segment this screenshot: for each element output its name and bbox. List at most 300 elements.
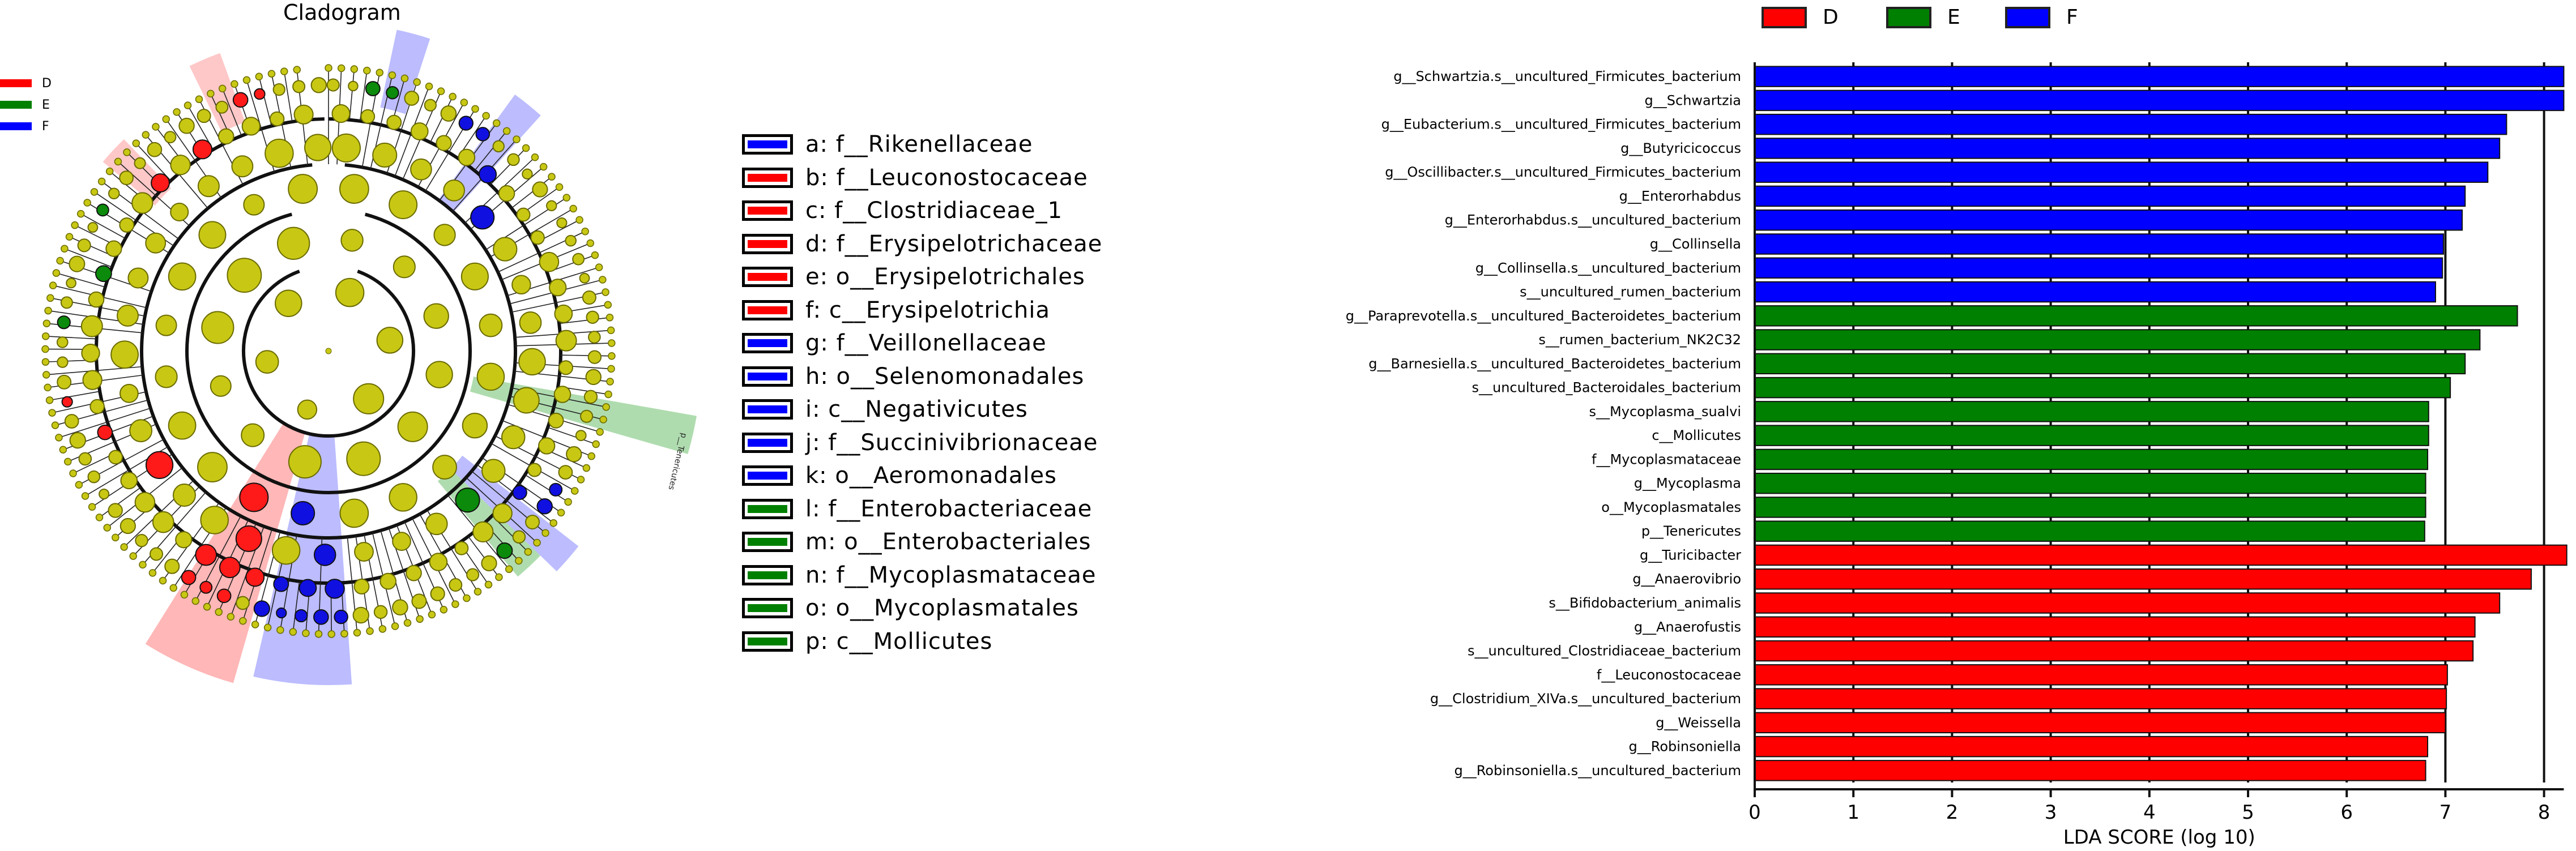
leaf-node bbox=[42, 333, 49, 340]
leaf-node bbox=[293, 66, 300, 73]
bar-label: g__Eubacterium.s__uncultured_Firmicutes_bacterium bbox=[1381, 116, 1741, 132]
taxon-node bbox=[441, 106, 457, 121]
bar-label: g__Schwartzia.s__uncultured_Firmicutes_bacterium bbox=[1393, 69, 1741, 85]
tree-branch bbox=[561, 355, 611, 356]
taxon-node bbox=[585, 391, 597, 403]
leaf-node bbox=[483, 113, 489, 119]
leaf-node bbox=[56, 434, 62, 441]
leaf-node bbox=[70, 470, 76, 477]
taxon-legend-swatch bbox=[742, 200, 793, 221]
taxon-node bbox=[580, 273, 590, 283]
lda-bar-chart-panel bbox=[1246, 0, 2576, 851]
taxon-node bbox=[513, 531, 526, 543]
taxon-node bbox=[389, 484, 417, 511]
taxon-node bbox=[295, 610, 307, 622]
taxon-node bbox=[69, 256, 84, 272]
taxon-node bbox=[377, 327, 403, 353]
taxon-node bbox=[430, 553, 447, 571]
bar-label: g__Weissella bbox=[1656, 715, 1741, 731]
taxon-node bbox=[507, 154, 519, 165]
taxon-node bbox=[130, 420, 152, 442]
lda-bar bbox=[1755, 330, 2480, 350]
leaf-node bbox=[604, 301, 611, 308]
taxon-node bbox=[240, 483, 268, 511]
bar-label: s__uncultured_Bacteroidales_bacterium bbox=[1472, 379, 1741, 396]
taxon-node bbox=[211, 376, 231, 396]
taxon-node bbox=[66, 279, 76, 288]
taxon-node bbox=[353, 608, 369, 623]
leaf-node bbox=[556, 183, 563, 190]
taxon-node bbox=[106, 241, 121, 256]
leaf-node bbox=[231, 80, 238, 87]
x-tick-label: 7 bbox=[2439, 801, 2452, 824]
leaf-node bbox=[338, 65, 345, 72]
leaf-node bbox=[608, 365, 615, 372]
leaf-node bbox=[163, 116, 169, 122]
taxon-node bbox=[201, 506, 228, 533]
taxon-node bbox=[434, 224, 455, 245]
taxon-node bbox=[97, 204, 109, 216]
leaf-node bbox=[565, 498, 572, 505]
lda-bar bbox=[1755, 401, 2429, 422]
taxon-node bbox=[406, 566, 421, 581]
bar-label: s__Bifidobacterium_animalis bbox=[1549, 595, 1741, 611]
taxon-node bbox=[151, 174, 169, 192]
leaf-node bbox=[66, 233, 73, 240]
leaf-node bbox=[463, 595, 470, 601]
leaf-node bbox=[59, 446, 66, 453]
taxon-node bbox=[404, 91, 419, 105]
taxon-legend-label: d: f__Erysipelotrichaceae bbox=[805, 230, 1103, 257]
taxon-node bbox=[202, 311, 233, 343]
lda-bar bbox=[1755, 760, 2426, 781]
taxon-node bbox=[426, 513, 447, 534]
lda-bar bbox=[1755, 569, 2531, 589]
leaf-node bbox=[413, 79, 420, 85]
bar-label: g__Robinsoniella bbox=[1628, 738, 1741, 755]
leaf-node bbox=[474, 588, 481, 595]
x-tick-label: 5 bbox=[2242, 801, 2254, 824]
leaf-node bbox=[513, 136, 520, 143]
taxon-node bbox=[389, 191, 417, 219]
leaf-node bbox=[591, 252, 598, 259]
taxon-legend-item bbox=[742, 627, 992, 656]
taxon-node bbox=[431, 587, 445, 601]
taxon-node bbox=[216, 101, 228, 113]
taxon-node bbox=[499, 186, 514, 201]
taxon-node bbox=[117, 305, 138, 326]
bar-legend-label-e: E bbox=[1947, 6, 1960, 29]
taxon-node bbox=[270, 112, 284, 126]
taxon-node bbox=[314, 544, 336, 566]
lda-bar-chart bbox=[1246, 0, 2576, 851]
leaf-node bbox=[515, 557, 522, 564]
bar-label: g__Oscillibacter.s__uncultured_Firmicutes_bacterium bbox=[1385, 164, 1741, 181]
x-axis-title: LDA SCORE (log 10) bbox=[2063, 826, 2255, 849]
taxon-legend-label: a: f__Rikenellaceae bbox=[805, 131, 1033, 157]
leaf-node bbox=[75, 481, 82, 488]
taxon-legend-swatch bbox=[742, 399, 793, 420]
leaf-node bbox=[47, 294, 54, 301]
taxon-node bbox=[411, 123, 428, 140]
leaf-node bbox=[289, 628, 296, 635]
bar-label: g__Mycoplasma bbox=[1634, 475, 1741, 491]
taxon-node bbox=[217, 589, 231, 602]
taxon-legend-swatch bbox=[742, 465, 793, 486]
taxon-legend-item bbox=[742, 594, 1079, 622]
taxon-node bbox=[531, 231, 544, 244]
taxon-legend-label: h: o__Selenomonadales bbox=[805, 363, 1085, 390]
taxon-node bbox=[165, 559, 179, 574]
taxon-node bbox=[436, 136, 451, 151]
taxon-node bbox=[449, 579, 462, 591]
leaf-node bbox=[121, 544, 127, 550]
taxon-legend-swatch bbox=[742, 267, 793, 287]
leaf-node bbox=[602, 289, 609, 296]
taxon-node bbox=[549, 413, 564, 428]
leaf-node bbox=[376, 69, 383, 76]
leaf-node bbox=[302, 630, 309, 636]
leaf-node bbox=[46, 397, 53, 404]
taxon-node bbox=[386, 87, 398, 99]
leaf-node bbox=[215, 609, 222, 615]
leaf-node bbox=[608, 340, 615, 347]
lda-bar bbox=[1755, 66, 2564, 87]
taxon-node bbox=[380, 574, 396, 589]
tree-branch bbox=[51, 391, 100, 400]
taxon-node bbox=[120, 384, 138, 403]
leaf-node bbox=[281, 68, 288, 75]
taxon-node bbox=[467, 569, 479, 581]
taxon-node bbox=[314, 610, 329, 625]
taxon-legend-swatch bbox=[742, 565, 793, 585]
leaf-node bbox=[605, 391, 612, 397]
leaf-node bbox=[204, 604, 211, 610]
taxon-node bbox=[340, 499, 369, 528]
taxon-node bbox=[57, 357, 67, 367]
bar-label: g__Collinsella bbox=[1649, 236, 1741, 252]
leaf-node bbox=[603, 404, 609, 410]
bar-label: s__uncultured_Clostridiaceae_bacterium bbox=[1468, 643, 1741, 659]
taxon-legend-label: n: f__Mycoplasmataceae bbox=[805, 562, 1097, 588]
taxon-legend-item bbox=[742, 263, 1085, 291]
leaf-node bbox=[608, 327, 615, 333]
bar-label: g__Collinsella.s__uncultured_bacterium bbox=[1475, 260, 1741, 276]
taxon-node bbox=[153, 512, 174, 533]
taxon-node bbox=[537, 499, 552, 514]
leaf-node bbox=[506, 566, 513, 572]
taxon-node bbox=[587, 311, 599, 323]
taxon-node bbox=[199, 221, 225, 248]
bar-label: s__Mycoplasma_sualvi bbox=[1589, 403, 1741, 420]
taxon-legend-item bbox=[742, 329, 1047, 357]
taxon-node bbox=[566, 447, 581, 461]
lda-bar bbox=[1755, 737, 2428, 757]
leaf-node bbox=[524, 549, 531, 555]
leaf-node bbox=[531, 154, 538, 161]
taxon-node bbox=[99, 489, 109, 499]
x-tick-label: 8 bbox=[2537, 801, 2551, 824]
lda-bar bbox=[1755, 162, 2488, 182]
taxon-node bbox=[293, 80, 305, 92]
taxon-node bbox=[150, 548, 163, 560]
taxon-node bbox=[393, 600, 408, 615]
leaf-node bbox=[523, 145, 530, 152]
leaf-node bbox=[130, 553, 137, 559]
taxon-node bbox=[426, 361, 452, 387]
taxon-node bbox=[236, 526, 262, 551]
taxon-node bbox=[526, 515, 539, 529]
taxon-node bbox=[82, 316, 103, 337]
cladogram-graphic bbox=[0, 0, 736, 851]
leaf-node bbox=[315, 631, 322, 638]
leaf-node bbox=[496, 574, 502, 580]
leaf-node bbox=[389, 72, 395, 79]
bar-label: g__Anaerovibrio bbox=[1632, 571, 1741, 587]
bar-label: f__Mycoplasmataceae bbox=[1592, 451, 1741, 468]
taxon-node bbox=[58, 316, 70, 328]
taxon-node bbox=[583, 291, 596, 304]
leaf-node bbox=[472, 105, 479, 112]
leaf-node bbox=[195, 96, 202, 102]
leaf-node bbox=[112, 534, 119, 541]
lda-bar bbox=[1755, 545, 2567, 566]
taxon-node bbox=[433, 455, 457, 479]
highlight-wedge-d bbox=[190, 53, 245, 132]
lda-bar bbox=[1755, 425, 2429, 446]
taxon-legend-swatch bbox=[742, 300, 793, 320]
cladogram-panel bbox=[0, 0, 736, 851]
taxon-node bbox=[473, 522, 493, 542]
leaf-node bbox=[99, 178, 105, 185]
lda-bar bbox=[1755, 378, 2450, 398]
taxon-node bbox=[254, 89, 265, 99]
taxon-legend-swatch bbox=[742, 333, 793, 353]
lda-bar bbox=[1755, 473, 2426, 494]
bar-label: g__Robinsoniella.s__uncultured_bacterium bbox=[1454, 762, 1741, 779]
taxon-legend-label: g: f__Veillonellaceae bbox=[805, 330, 1047, 356]
taxon-node bbox=[556, 331, 577, 351]
taxon-node bbox=[198, 109, 211, 122]
taxon-legend-label: p: c__Mollicutes bbox=[805, 628, 993, 655]
leaf-node bbox=[173, 109, 180, 116]
taxon-node bbox=[462, 263, 488, 290]
taxon-node bbox=[233, 93, 248, 108]
taxon-node bbox=[83, 371, 101, 390]
taxon-node bbox=[298, 400, 317, 419]
leaf-node bbox=[354, 629, 361, 636]
taxon-node bbox=[109, 188, 120, 199]
x-tick-label: 0 bbox=[1748, 801, 1761, 824]
lda-bar bbox=[1755, 497, 2426, 518]
taxon-legend-swatch bbox=[742, 532, 793, 552]
taxon-node bbox=[520, 312, 541, 333]
bar-label: f__Leuconostocaceae bbox=[1596, 666, 1741, 683]
taxon-node bbox=[559, 361, 573, 374]
taxon-node bbox=[547, 201, 556, 211]
leaf-node bbox=[104, 524, 110, 531]
taxon-node bbox=[169, 263, 196, 290]
taxon-node bbox=[443, 180, 464, 201]
taxon-node bbox=[246, 568, 264, 586]
lda-bar bbox=[1755, 689, 2446, 709]
lda-bar bbox=[1755, 521, 2425, 541]
x-tick-label: 3 bbox=[2044, 801, 2057, 824]
lda-bar bbox=[1755, 186, 2465, 207]
leaf-node bbox=[255, 73, 262, 80]
leaf-node bbox=[428, 611, 435, 618]
taxon-node bbox=[132, 193, 152, 213]
taxon-node bbox=[170, 155, 190, 174]
taxon-node bbox=[354, 579, 369, 594]
leaf-node bbox=[572, 487, 578, 494]
taxon-node bbox=[455, 542, 468, 555]
leaf-node bbox=[49, 409, 56, 416]
lda-bar bbox=[1755, 617, 2475, 638]
taxon-node bbox=[120, 171, 133, 185]
leaf-node bbox=[493, 120, 500, 127]
leaf-node bbox=[181, 591, 187, 598]
taxon-legend-swatch bbox=[742, 366, 793, 387]
leaf-node bbox=[71, 222, 78, 229]
taxon-node bbox=[232, 156, 253, 177]
taxon-node bbox=[128, 268, 148, 288]
leaf-node bbox=[42, 358, 49, 365]
lda-bar bbox=[1755, 593, 2500, 613]
taxon-node bbox=[165, 131, 176, 143]
lda-bar bbox=[1755, 713, 2445, 733]
x-tick-label: 1 bbox=[1847, 801, 1860, 824]
taxon-node bbox=[312, 78, 326, 92]
leaf-node bbox=[364, 67, 370, 74]
bar-label: g__Clostridium_XIVa.s__uncultured_bacterium bbox=[1430, 691, 1741, 707]
taxon-node bbox=[236, 597, 249, 610]
bar-label: s__uncultured_rumen_bacterium bbox=[1520, 284, 1741, 300]
taxon-node bbox=[347, 442, 380, 476]
leaf-node bbox=[325, 65, 332, 71]
lda-bar bbox=[1755, 282, 2436, 302]
leaf-node bbox=[45, 307, 52, 314]
taxon-node bbox=[557, 218, 566, 228]
taxon-node bbox=[411, 159, 432, 180]
leaf-node bbox=[96, 514, 103, 521]
taxon-node bbox=[455, 488, 479, 512]
leaf-node bbox=[57, 258, 63, 264]
taxon-node bbox=[108, 503, 122, 517]
taxon-legend-swatch bbox=[742, 433, 793, 453]
taxon-node bbox=[82, 344, 99, 362]
leaf-node bbox=[133, 140, 139, 147]
taxon-node bbox=[272, 537, 300, 564]
lda-bar bbox=[1755, 138, 2500, 159]
taxon-node bbox=[565, 236, 576, 246]
leaf-node bbox=[123, 149, 130, 156]
taxon-legend-label: e: o__Erysipelotrichales bbox=[805, 264, 1085, 290]
taxon-legend-label: j: f__Succinivibrionaceae bbox=[805, 429, 1098, 456]
leaf-node bbox=[252, 621, 259, 628]
taxon-node bbox=[289, 446, 321, 478]
taxon-node bbox=[57, 337, 68, 348]
taxon-node bbox=[278, 228, 309, 259]
taxon-node bbox=[146, 233, 165, 253]
taxon-legend-item bbox=[742, 164, 1088, 192]
root-node bbox=[326, 348, 331, 354]
leaf-node bbox=[485, 581, 492, 588]
bar-label: s__rumen_bacterium_NK2C32 bbox=[1538, 332, 1741, 348]
lda-bar bbox=[1755, 306, 2518, 326]
taxon-node bbox=[463, 413, 487, 438]
taxon-legend-label: k: o__Aeromonadales bbox=[805, 463, 1057, 489]
leaf-node bbox=[351, 66, 357, 72]
taxon-legend-item bbox=[742, 461, 1057, 490]
taxon-node bbox=[193, 140, 212, 159]
taxon-node bbox=[425, 100, 436, 111]
clade-outer-label: p__Tenericutes bbox=[666, 432, 689, 491]
taxon-legend-label: b: f__Leuconostocaceae bbox=[805, 164, 1088, 191]
taxon-legend-swatch bbox=[742, 234, 793, 254]
leaf-node bbox=[207, 90, 214, 97]
taxon-node bbox=[148, 143, 162, 157]
taxon-node bbox=[182, 571, 196, 585]
taxon-node bbox=[493, 141, 504, 152]
group-label-f: F bbox=[42, 119, 49, 134]
bar-label: g__Butyricicoccus bbox=[1620, 140, 1741, 156]
leaf-node bbox=[607, 378, 613, 385]
bar-label: g__Enterorhabdus bbox=[1619, 188, 1741, 204]
taxon-legend-item bbox=[742, 130, 1033, 159]
taxon-node bbox=[219, 129, 234, 144]
taxon-legend-label: m: o__Enterobacteriales bbox=[805, 529, 1091, 555]
taxon-node bbox=[111, 341, 138, 368]
leaf-node bbox=[606, 314, 613, 321]
leaf-node bbox=[185, 102, 191, 109]
taxon-node bbox=[254, 601, 270, 616]
taxon-node bbox=[576, 430, 586, 441]
leaf-node bbox=[84, 199, 91, 206]
leaf-node bbox=[582, 228, 588, 235]
taxon-node bbox=[305, 134, 331, 160]
taxon-node bbox=[555, 386, 571, 403]
lda-bar bbox=[1755, 114, 2506, 135]
leaf-node bbox=[341, 630, 348, 637]
leaf-node bbox=[53, 270, 59, 276]
bar-label: g__Anaerofustis bbox=[1634, 619, 1741, 635]
taxon-node bbox=[540, 253, 559, 272]
leaf-node bbox=[43, 371, 50, 378]
taxon-node bbox=[459, 149, 475, 166]
taxon-node bbox=[517, 208, 530, 221]
taxon-node bbox=[373, 143, 396, 167]
taxon-node bbox=[242, 117, 260, 135]
taxon-node bbox=[89, 292, 104, 307]
taxon-node bbox=[88, 471, 100, 483]
x-tick-label: 2 bbox=[1946, 801, 1959, 824]
taxon-legend-label: l: f__Enterobacteriaceae bbox=[805, 495, 1093, 522]
taxon-node bbox=[512, 276, 530, 294]
taxon-node bbox=[394, 256, 415, 277]
taxon-node bbox=[244, 195, 264, 215]
taxon-node bbox=[121, 519, 135, 533]
leaf-node bbox=[44, 384, 51, 391]
lda-bar bbox=[1755, 91, 2564, 111]
leaf-node bbox=[558, 509, 565, 516]
taxon-node bbox=[586, 370, 601, 384]
taxon-node bbox=[493, 504, 511, 523]
taxon-node bbox=[195, 545, 216, 566]
lda-bar bbox=[1755, 450, 2428, 470]
leaf-node bbox=[265, 624, 271, 631]
taxon-node bbox=[179, 118, 194, 133]
